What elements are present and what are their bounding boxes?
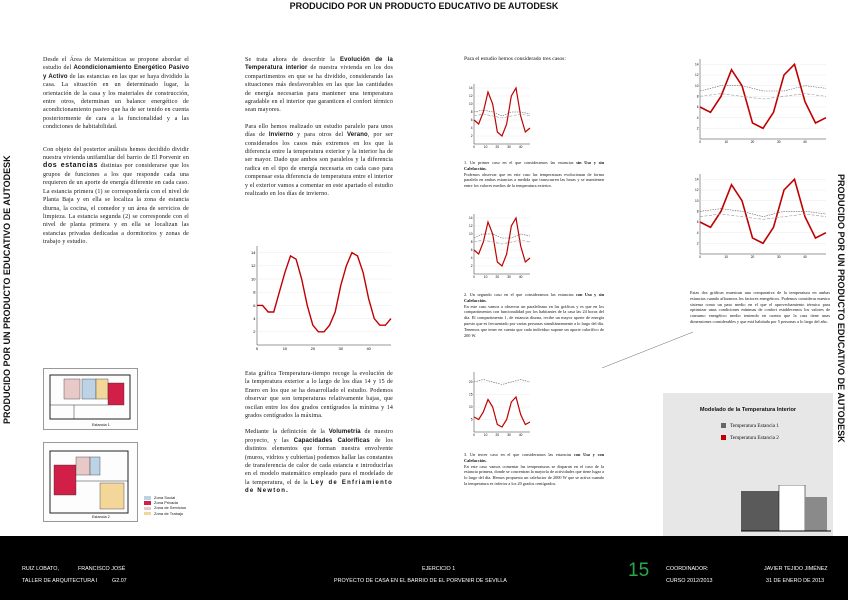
series-line-1 xyxy=(474,234,530,238)
chart-plot-area xyxy=(251,246,391,351)
y-tick-label: 5 xyxy=(470,417,473,422)
series-line-1 xyxy=(700,86,826,91)
plan-2-label: Estancia 2 xyxy=(92,515,110,519)
legend-private: Zona Privada xyxy=(144,500,186,505)
evolution-column xyxy=(245,56,393,207)
y-tick-label: 4 xyxy=(253,316,256,321)
case-2-caption: 2. Un segundo caso en el que consideramos las estancias con Uso y sin Calefacción. En este caso vamos a observar un paralelismo en las gráficas y es que en los compartimentos con funcionalidad por los habitantes de la casa las 24 horas del día. El compartimento 1, de estancia diurna, recibe un mayor aporte de energía puesto que es frecuentado por varias personas simultáneamente a lo largo del día. Tenemos que tener en cuenta que cada individuo supone un aporte calorífico de 200 W. xyxy=(464,292,605,338)
y-tick-label: 2 xyxy=(696,126,699,131)
y-tick-label: 14 xyxy=(468,216,473,221)
y-tick-label: 8 xyxy=(253,289,256,295)
chart-plot-area xyxy=(469,214,530,279)
plan-1-label: Estancia 1 xyxy=(92,423,110,427)
y-tick-label: 2 xyxy=(470,264,473,269)
x-tick-label: 20 xyxy=(310,346,316,351)
y-tick-label: 14 xyxy=(468,86,473,91)
y-tick-label: 10 xyxy=(468,405,473,410)
y-tick-label: 12 xyxy=(694,73,699,78)
x-tick-label: 20 xyxy=(495,145,500,150)
y-tick-label: 20 xyxy=(468,380,473,385)
x-tick-label: 30 xyxy=(507,433,511,438)
y-tick-label: 6 xyxy=(696,220,699,225)
case-1-caption: 1. Un primer caso en el que consideramos las estancias sin Uso y sin Calefacción. Podemos observar que en este caso las temperaturas evolucionan de forma paralela en ambas estancias a medida que transcurren las horas y se mantienen entre los valores medios de la temperatura exterior. xyxy=(464,160,605,189)
division-paragraph: Con objeto del posterior análisis hemos decidido dividir nuestra vivienda unifamiliar del barrio de El Porvenir en dos estancias distintas por considerarse que los grupos de funciones a los que responde cada una requieren de un aporte de energía diferente en cada caso. La estancia primera (1) se correspondería con el nivel de Planta Baja y en ella se localiza la zona de estancia diurna, la cocina, el comedor y un área de servicios de limpieza. La estancia segunda (2) se corresponde con el nivel de planta primera y en ella se localizan las estancias privadas dedicadas a dormitorios y zonas de trabajo y estudio. xyxy=(43,146,189,246)
y-tick-label: 8 xyxy=(470,240,473,245)
academic-year: CURSO 2012/2013 xyxy=(666,578,713,584)
legend-social: Zona Social xyxy=(144,495,186,500)
callout-line xyxy=(600,330,695,370)
legend-services: Zona de Servicios xyxy=(144,505,186,510)
watermark-right: PRODUCIDO POR UN PRODUCTO EDUCATIVO DE AUTODESK xyxy=(836,174,846,443)
y-tick-label: 6 xyxy=(253,302,256,308)
intro-paragraph: Desde el Área de Matemáticas se propone abordar el estudio del Acondicionamiento Energético Pasivo y Activo de las estancias en las que se haya dividido la casa. La situación en un determinado lugar, la orientación de la casa y los materiales de construcción, entre otros, determinan un balance energético de acondicionamiento pasivo que ha de ser tenido en cuenta posteriormente de cara a la funcionalidad y a las condiciones de habitabilidad. xyxy=(43,57,190,131)
x-tick-label: 30 xyxy=(507,275,511,280)
y-tick-label: 12 xyxy=(468,224,473,229)
evolution-paragraph: Se trata ahora de describir la Evolución de la Temperatura interior de nuestra vivienda en los dos compartimentos en que se ha dividido, considerando las situaciones más desfavorables en las que las cantidades de energía necesarias para mantener una temperatura agradable en el interior que garanticen el confort térmico sean mayores. xyxy=(245,57,394,114)
x-tick-label: 10 xyxy=(282,346,288,351)
y-tick-label: 12 xyxy=(468,94,473,99)
x-tick-label: 30 xyxy=(507,145,511,150)
x-tick-label: 10 xyxy=(724,255,729,260)
x-tick-label: 0 xyxy=(699,255,701,260)
y-tick-label: 6 xyxy=(696,105,699,110)
project-title: PROYECTO DE CASA EN EL BARRIO DE EL PORVENIR DE SEVILLA xyxy=(334,578,507,584)
chart-comparison-2 xyxy=(690,170,830,262)
exercise-label: EJERCICIO 1 xyxy=(422,566,456,572)
x-tick-label: 40 xyxy=(803,140,807,145)
y-tick-label: 10 xyxy=(251,276,256,282)
chart-comparison-1 xyxy=(690,55,830,147)
course-name: TALLER DE ARQUITECTURA I xyxy=(22,578,98,584)
y-tick-label: 8 xyxy=(470,110,473,115)
author-first: FRANCISCO JOSÉ xyxy=(78,566,126,572)
coordinator-name: JAVIER TEJIDO JIMÉNEZ xyxy=(764,566,828,572)
model-title: Modelado de la Temperatura Interior xyxy=(699,407,797,413)
floor-plan-level-1 xyxy=(43,368,138,430)
series-line-0 xyxy=(474,397,530,427)
model-legend-2: Temperatura Estancia 2 xyxy=(721,435,779,441)
page-number: 15 xyxy=(628,560,650,581)
group-code: G2.07 xyxy=(112,578,127,584)
x-tick-label: 40 xyxy=(518,145,523,150)
y-tick-label: 8 xyxy=(696,209,699,214)
x-tick-label: 0 xyxy=(255,346,259,351)
model-legend-1: Temperatura Estancia 1 xyxy=(721,423,779,429)
plan-legend xyxy=(144,495,186,516)
watermark-left: PRODUCIDO POR UN PRODUCTO EDUCATIVO DE AUTODESK xyxy=(2,155,12,424)
chart-plot-area xyxy=(469,84,530,149)
model-legend-box xyxy=(663,393,833,536)
x-tick-label: 30 xyxy=(776,140,781,145)
y-tick-label: 10 xyxy=(694,198,699,203)
y-tick-label: 14 xyxy=(694,177,699,182)
x-tick-label: 0 xyxy=(473,275,475,280)
x-tick-label: 30 xyxy=(776,255,781,260)
y-tick-label: 4 xyxy=(470,256,473,261)
x-tick-label: 30 xyxy=(338,346,343,351)
y-tick-label: 10 xyxy=(694,83,699,88)
x-tick-label: 40 xyxy=(518,433,523,438)
x-tick-label: 10 xyxy=(483,433,488,438)
footer-bar xyxy=(0,536,848,600)
author-last: RUIZ LOBATO, xyxy=(22,566,59,572)
house-section-drawing xyxy=(741,485,831,535)
coordinator-label: COORDINADOR: xyxy=(666,566,709,572)
y-tick-label: 4 xyxy=(696,115,699,120)
chart-case-1 xyxy=(464,80,534,152)
x-tick-label: 10 xyxy=(483,145,488,150)
y-tick-label: 2 xyxy=(253,329,256,335)
comparison-caption: Estas dos gráficas muestran una comparativa de la temperatura en ambas estancias cuando afloramos los factores energéticos. Podemos considerar nuestro sistema como un paso medio en el que el aprovechamiento térmico para optimizar unas condiciones mínimas de confort establecemos los valores de consumo energético medio teniendo en cuenta que la casa tiene unas dimensiones considerables y que está habitada por 5 personas a lo largo del año. xyxy=(690,290,830,324)
chart-case-3 xyxy=(464,368,534,440)
x-tick-label: 20 xyxy=(750,255,755,260)
x-tick-label: 0 xyxy=(473,145,475,150)
legend-work: Zona de Trabajo xyxy=(144,511,186,516)
exterior-temp-paragraph: Esta gráfica Temperatura-tiempo recoge la evolución de la temperatura exterior a lo largo de los días 14 y 15 de Enero en los que se ha desarrollado el estudio. Podemos observar que son temperaturas relativamente bajas, que oscilan entre los dos grados centígrados la mínima y 14 grados centígrados la máxima. Mediante la definición de la Volumetría de nuestro proyecto, y las Capacidades Caloríficas de los distintos elementos que forman nuestra envolvente (muros, vidrios y cubiertas) podemos hallar las constantes de transferencia de calor de cada estancia e introducirlas en el modelo matemático empleado para el modelado de la temperatura, el de la Ley de Enfriamiento de Newton. xyxy=(245,371,394,495)
chart-case-2 xyxy=(464,210,534,282)
x-tick-label: 20 xyxy=(750,140,755,145)
floor-plan-level-2 xyxy=(43,442,138,522)
chart-plot-area xyxy=(695,174,826,259)
x-tick-label: 10 xyxy=(483,275,488,280)
y-tick-label: 12 xyxy=(251,263,256,269)
seasons-paragraph: Para ello hemos realizado un estudio paralelo para unos días de Invierno y para otros del Verano, por ser considerados los casos más extremos en los que la diferencia entre la temperatura exterior y la interior ha de ser mayor. Dado que ambos son paralelos y la diferencia radica en el tipo de energía necesaria en cada caso para compensar esta diferencia de temperatura entre el interior y el exterior vamos a comentar en este apartado el estudio realizado en los días de invierno. xyxy=(245,123,393,198)
y-tick-label: 15 xyxy=(468,392,473,397)
y-tick-label: 12 xyxy=(694,188,699,193)
chart-exterior-temperature xyxy=(245,240,395,355)
y-tick-label: 6 xyxy=(470,118,473,123)
y-tick-label: 4 xyxy=(696,230,699,235)
x-tick-label: 40 xyxy=(803,255,807,260)
x-tick-label: 0 xyxy=(473,433,475,438)
x-tick-label: 40 xyxy=(366,346,371,351)
y-tick-label: 14 xyxy=(251,250,256,255)
chart-plot-area xyxy=(469,372,530,437)
y-tick-label: 14 xyxy=(694,62,699,67)
y-tick-label: 2 xyxy=(696,241,699,246)
plan-1-drawing xyxy=(44,369,139,431)
y-tick-label: 10 xyxy=(468,232,473,237)
two-rooms-term: dos estancias xyxy=(43,162,99,170)
y-tick-label: 4 xyxy=(470,126,473,131)
energy-term: Acondicionamiento Energético Pasivo y Activo xyxy=(43,65,190,80)
newton-paragraph: Mediante la definición de la Volumetría de nuestro proyecto, y las Capacidades Caloríficas de los distintos elementos que forman nuestra envolvente (muros, vidrios y cubiertas) podemos hallar las constantes de transferencia de calor de cada estancia e introducirlas en el modelo matemático empleado para el modelado de la temperatura, el de la Ley de Enfriamiento de Newton. xyxy=(245,429,394,495)
x-tick-label: 20 xyxy=(495,433,500,438)
watermark-top: PRODUCIDO POR UN PRODUCTO EDUCATIVO DE AUTODESK xyxy=(289,1,559,11)
x-tick-label: 10 xyxy=(724,140,729,145)
x-tick-label: 20 xyxy=(495,275,500,280)
y-tick-label: 10 xyxy=(468,102,473,107)
plan-2-drawing xyxy=(44,443,139,523)
date: 31 DE ENERO DE 2013 xyxy=(766,578,825,584)
y-tick-label: 8 xyxy=(696,94,699,99)
chart-plot-area xyxy=(695,59,826,144)
y-tick-label: 6 xyxy=(470,248,473,253)
x-tick-label: 40 xyxy=(518,275,523,280)
case-3-caption: 3. Un tercer caso en el que consideramos las estancias con Uso y con Calefacción. En este caso vamos comentar las temperaturas se disparan en el caso de la estancia primera, donde se concentran la mayoría de actividades que tiene lugar a lo largo del día. Hemos propuesto un calefactor de 2000 W que se activa cuando la temperatura es inferior a los 20 grados centígrados. xyxy=(464,452,605,486)
y-tick-label: 2 xyxy=(470,134,473,139)
x-tick-label: 0 xyxy=(699,140,701,145)
cases-intro: Para el estudio hemos considerado tres casos: xyxy=(464,56,566,62)
intro-column xyxy=(43,56,189,255)
